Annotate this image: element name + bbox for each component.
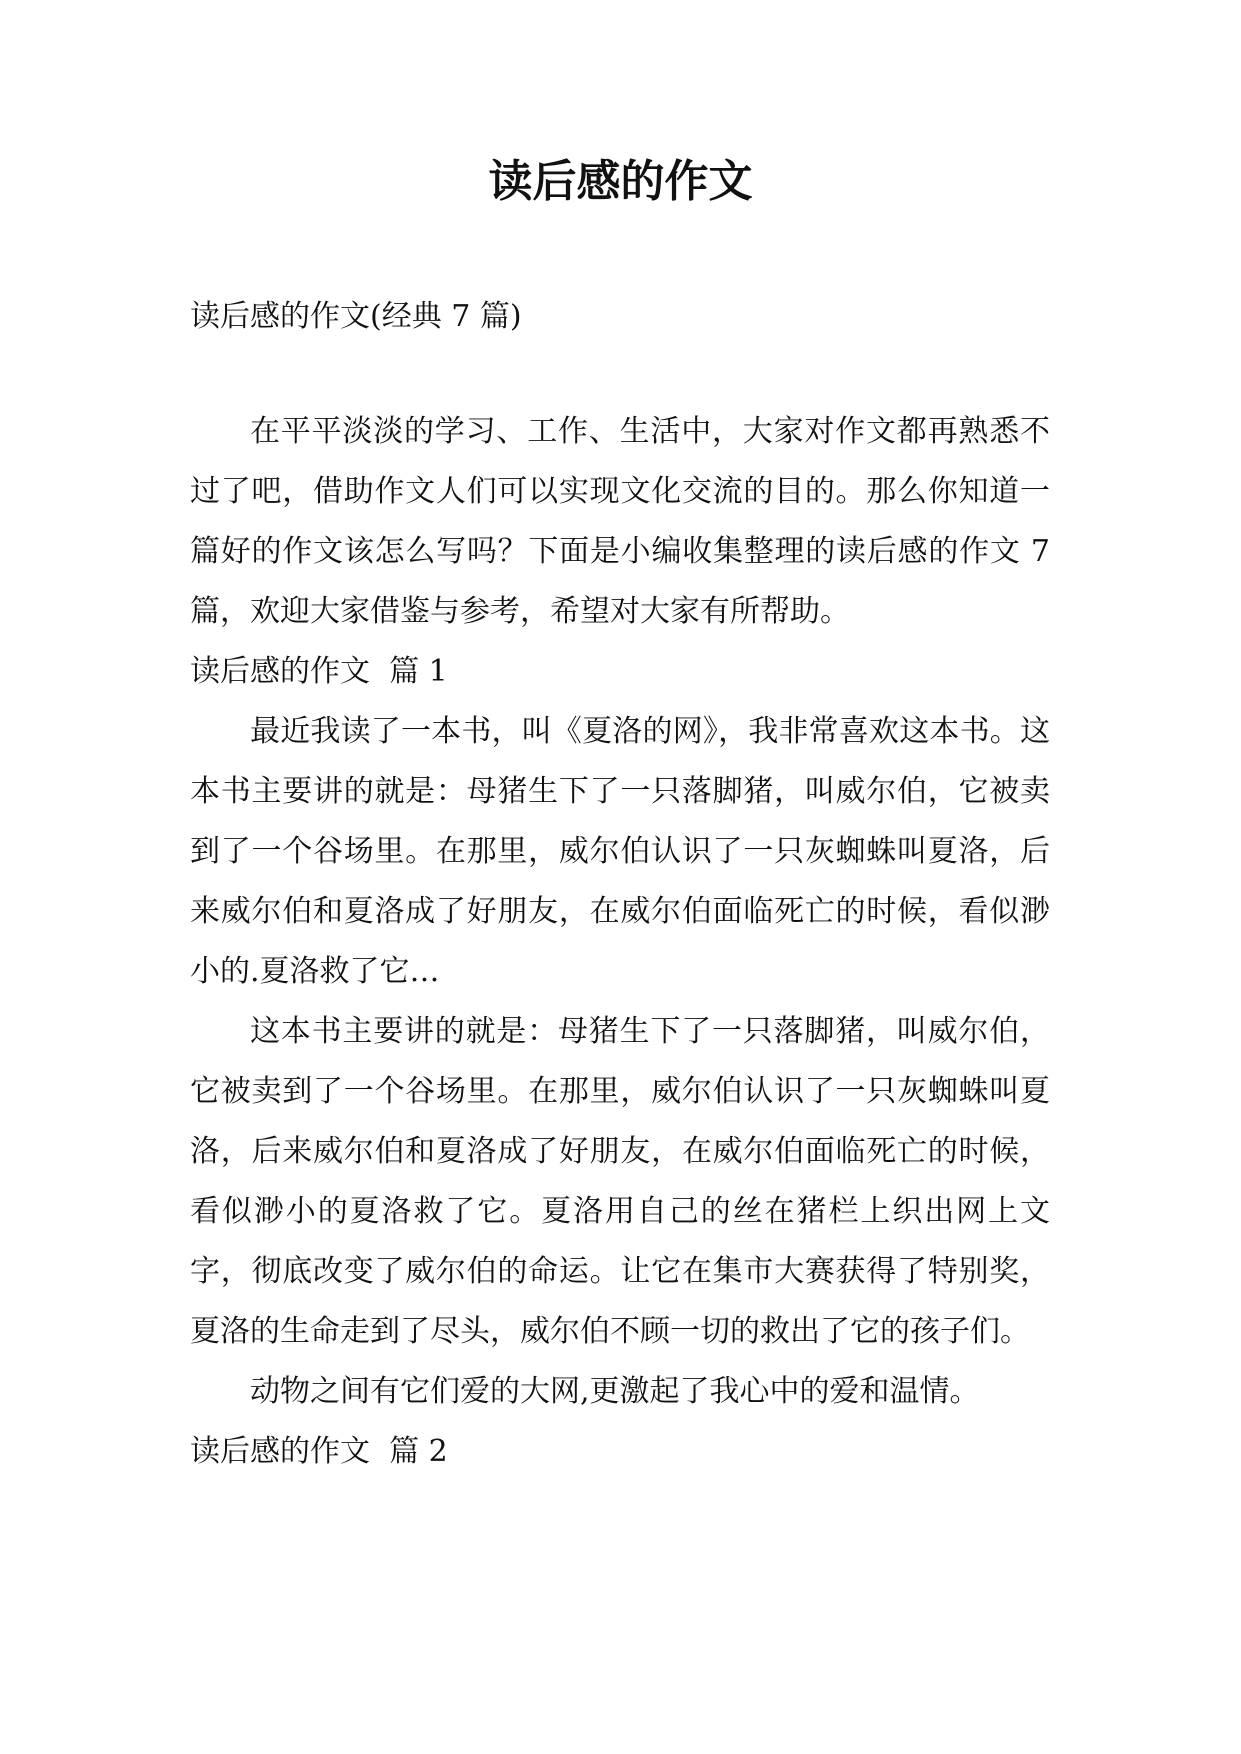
section-heading-2: 读后感的作文 篇 2 <box>190 1434 448 1469</box>
document-subtitle: 读后感的作文(经典 7 篇) <box>190 299 522 334</box>
section-heading-1: 读后感的作文 篇 1 <box>190 654 448 689</box>
document-body <box>190 402 1050 1482</box>
document-title: 读后感的作文 <box>488 156 753 207</box>
section-1-paragraph-2: 这本书主要讲的就是：母猪生下了一只落脚猪，叫威尔伯，它被卖到了一个谷场里。在那里，威尔伯认识了一只灰蜘蛛叫夏洛，后来威尔伯和夏洛成了好朋友，在威尔伯面临死亡的时候，看似渺小的夏洛救了它。夏洛用自己的丝在猪栏上织出网上文字，彻底改变了威尔伯的命运。让它在集市大赛获得了特别奖，夏洛的生命走到了尽头，威尔伯不顾一切的救出了它的孩子们。 <box>190 1014 1050 1349</box>
intro-paragraph: 在平平淡淡的学习、工作、生活中，大家对作文都再熟悉不过了吧，借助作文人们可以实现文化交流的目的。那么你知道一篇好的作文该怎么写吗？下面是小编收集整理的读后感的作文 7 篇，欢迎大家借鉴与参考，希望对大家有所帮助。 <box>190 414 1050 629</box>
section-1-paragraph-1: 最近我读了一本书，叫《夏洛的网》，我非常喜欢这本书。这本书主要讲的就是：母猪生下了一只落脚猪，叫威尔伯，它被卖到了一个谷场里。在那里，威尔伯认识了一只灰蜘蛛叫夏洛，后来威尔伯和夏洛成了好朋友，在威尔伯面临死亡的时候，看似渺小的.夏洛救了它… <box>190 714 1050 989</box>
section-1-paragraph-3: 动物之间有它们爱的大网,更激起了我心中的爱和温情。 <box>250 1374 980 1409</box>
